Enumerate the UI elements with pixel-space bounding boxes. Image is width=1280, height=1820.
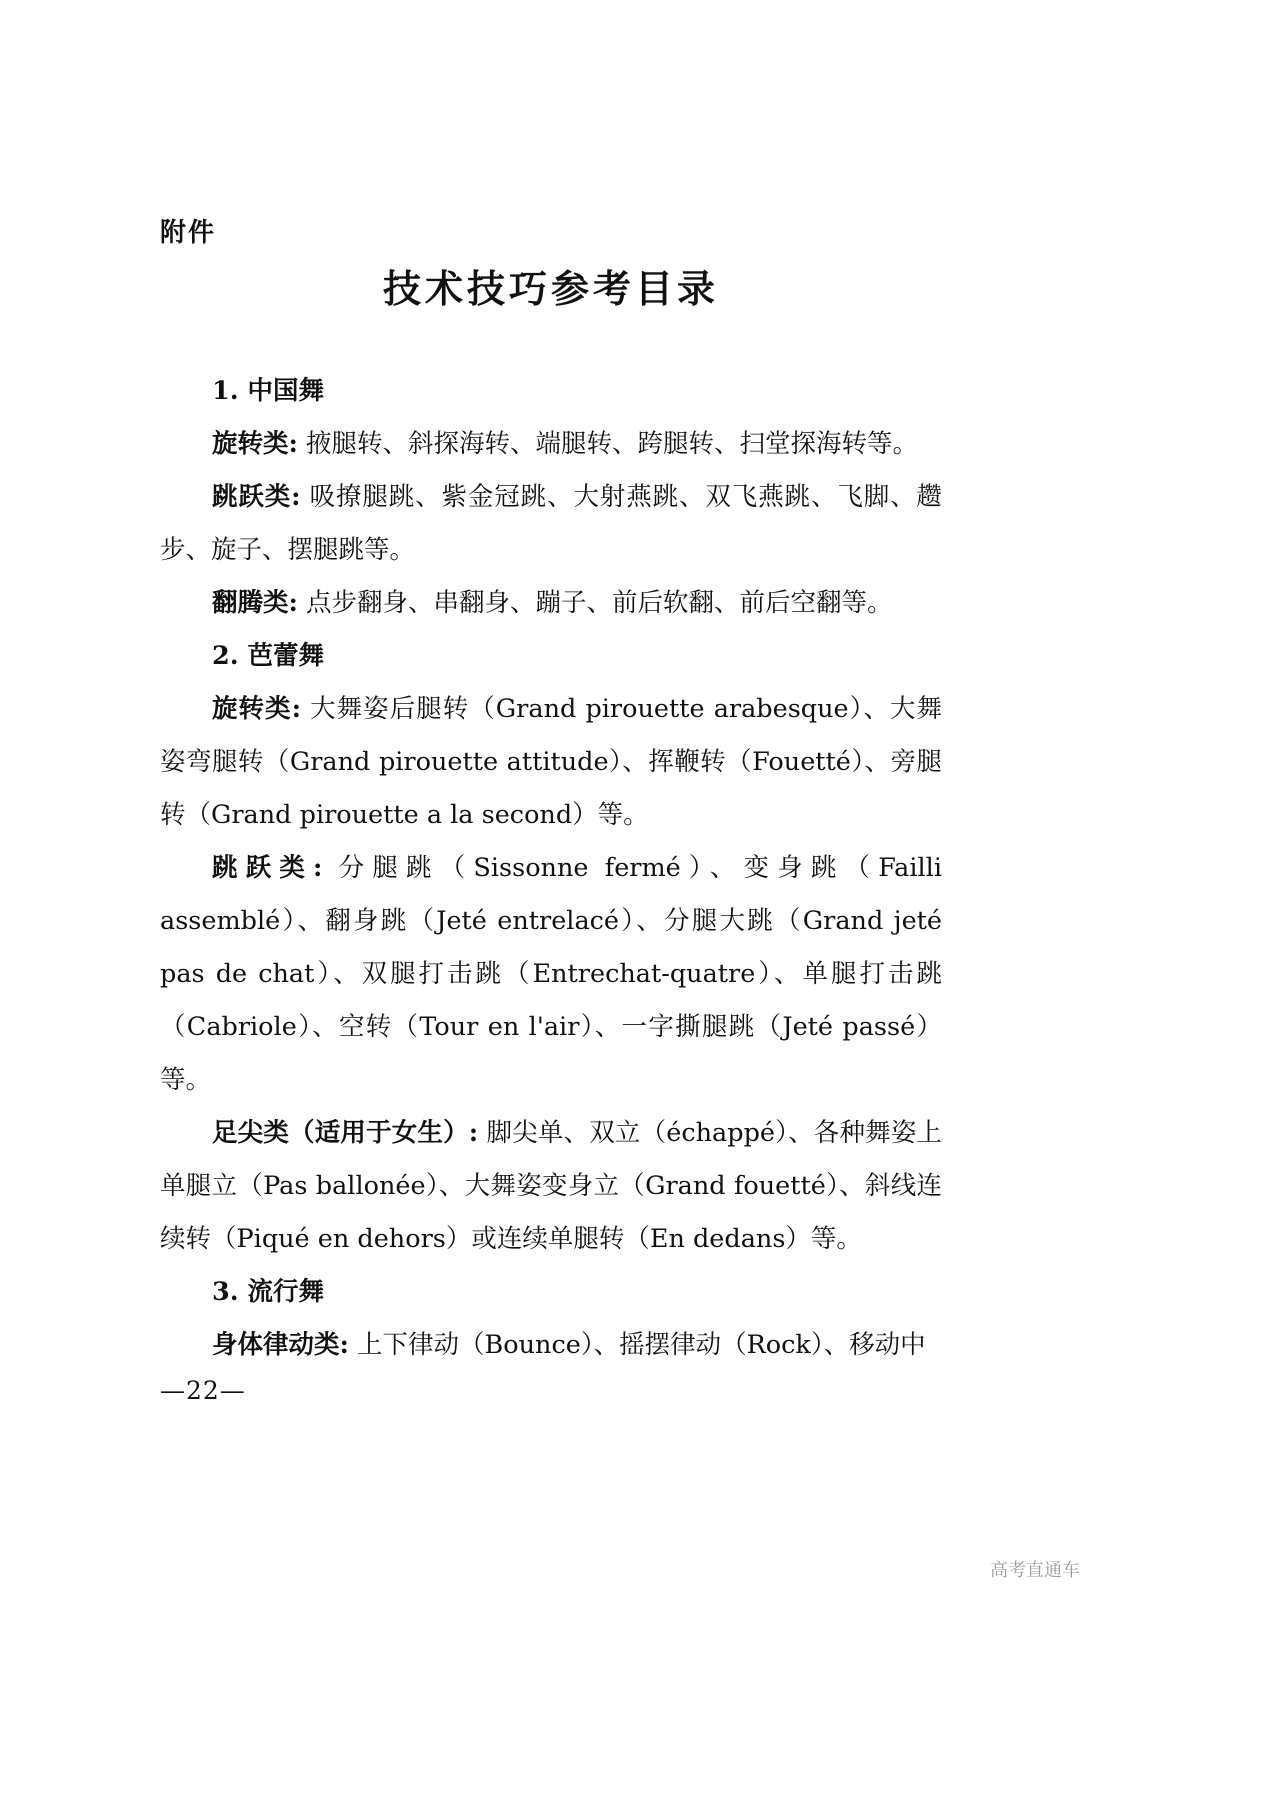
- document-body: [160, 365, 942, 1372]
- paragraph: [160, 842, 942, 1107]
- paragraph-text: 上下律动（Bounce）、摇摆律动（Rock）、移动中: [348, 1330, 926, 1360]
- paragraph-text: 掖腿转、斜探海转、端腿转、跨腿转、扫堂探海转等。: [297, 429, 919, 459]
- paragraph: [160, 471, 942, 577]
- paragraph: [160, 683, 942, 842]
- category-label: 跳跃类:: [212, 853, 323, 883]
- category-label: 身体律动类:: [212, 1330, 349, 1360]
- category-label: 跳跃类:: [212, 482, 301, 512]
- document-title: 技术技巧参考目录: [382, 266, 719, 311]
- category-label: 旋转类:: [212, 694, 301, 724]
- attachment-label: 附件: [160, 218, 217, 248]
- paragraph: [160, 418, 942, 471]
- paragraph-text: 分腿跳（Sissonne fermé）、变身跳（Failli assemblé）、翻身跳（Jeté entrelacé）、分腿大跳（Grand jeté pas de chat）、双腿打击跳（Entrechat-quatre）、单腿打击跳（Cabriole）、空转（Tour en l'air）、一字撕腿跳（Jeté passé）等。: [160, 853, 942, 1095]
- paragraph: [160, 1107, 942, 1266]
- category-label: 足尖类（适用于女生）:: [212, 1118, 479, 1148]
- category-label: 旋转类:: [212, 429, 298, 459]
- paragraph-text: 吸撩腿跳、紫金冠跳、大射燕跳、双飞燕跳、飞脚、趱步、旋子、摆腿跳等。: [160, 482, 942, 565]
- paragraph: [160, 577, 942, 630]
- paragraph-text: 脚尖单、双立（échappé）、各种舞姿上单腿立（Pas ballonée）、大舞姿变身立（Grand fouetté）、斜线连续转（Piqué en dehors）或连续单腿转（En dedans）等。: [160, 1118, 943, 1254]
- category-label: 翻腾类:: [212, 588, 298, 618]
- paragraph-text: 大舞姿后腿转（Grand pirouette arabesque）、大舞姿弯腿转（Grand pirouette attitude）、挥鞭转（Fouetté）、旁腿转（Grand pirouette a la second）等。: [160, 694, 942, 830]
- section-heading: 1. 中国舞: [212, 376, 324, 406]
- paragraph-text: 点步翻身、串翻身、蹦子、前后软翻、前后空翻等。: [297, 588, 893, 618]
- watermark: 高考直通车: [990, 1560, 1080, 1581]
- paragraph: [160, 1319, 942, 1372]
- page-number: —22—: [160, 1376, 246, 1405]
- section-heading: 2. 芭蕾舞: [212, 641, 324, 671]
- section-heading: 3. 流行舞: [212, 1277, 324, 1307]
